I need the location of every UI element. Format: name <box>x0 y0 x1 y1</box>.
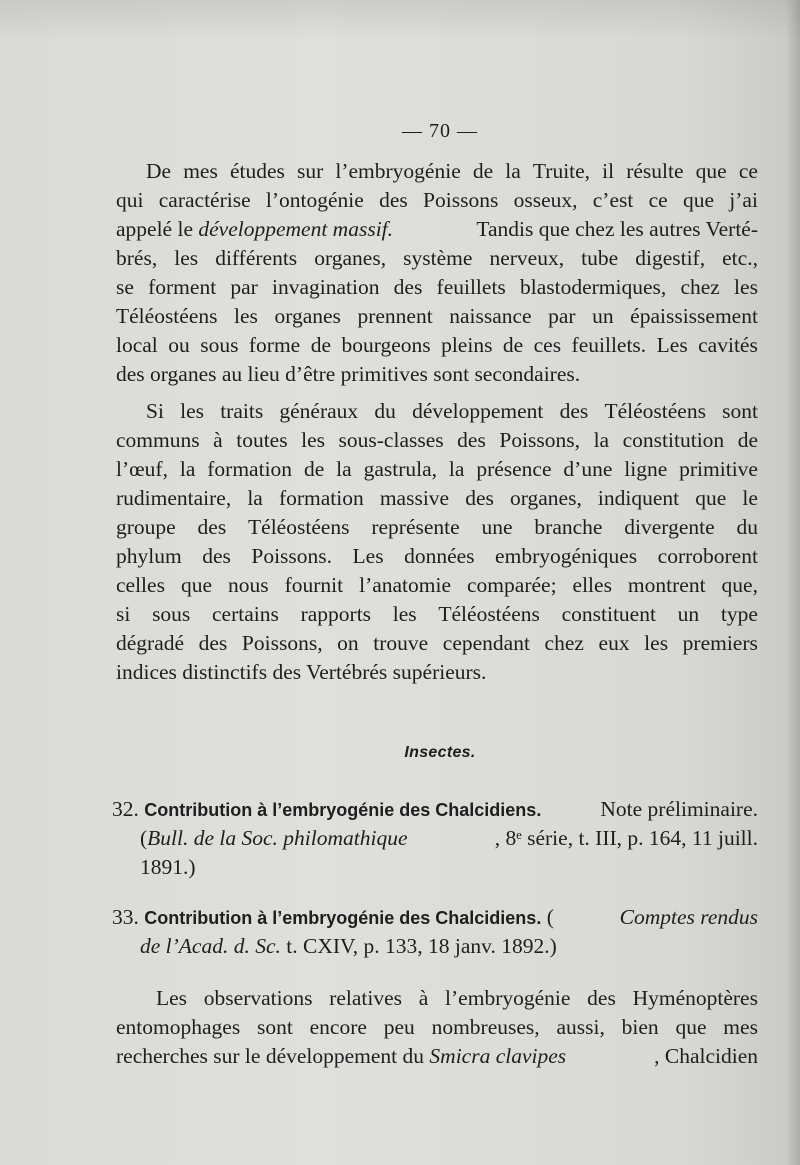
word: de <box>303 457 325 481</box>
word: la <box>505 159 521 183</box>
word: osseux, <box>513 188 578 212</box>
word: des <box>587 986 616 1010</box>
word: Les <box>352 544 384 568</box>
bib-line <box>112 903 758 932</box>
text-line <box>116 984 758 1013</box>
word: ces <box>533 333 562 357</box>
word: etc., <box>722 246 758 270</box>
word: Les <box>156 986 188 1010</box>
bib-number: 32. <box>112 797 139 821</box>
word: Les <box>656 333 688 357</box>
word: on <box>337 631 359 655</box>
word: traits <box>220 399 264 423</box>
word: qui <box>116 188 144 212</box>
word: les <box>392 602 417 626</box>
word: nous <box>227 573 269 597</box>
word: communs <box>116 428 200 452</box>
bib-journal: Bull. de la Soc. philomathique <box>147 826 408 850</box>
word: phylum <box>116 544 182 568</box>
word: Poissons, <box>499 428 581 452</box>
word: le <box>742 486 758 510</box>
paragraph-3 <box>116 984 758 1071</box>
word: Téléostéens <box>604 399 706 423</box>
italic-term: développement massif. <box>198 217 394 241</box>
text-line <box>116 513 758 542</box>
word: branche <box>534 515 603 539</box>
word: les <box>734 275 758 299</box>
word: forment <box>148 275 217 299</box>
word: montrent <box>627 573 706 597</box>
word: corroborent <box>657 544 758 568</box>
bib-line <box>116 932 758 961</box>
word: naissance <box>449 304 532 328</box>
word: pleins <box>441 333 493 357</box>
word: organes, <box>314 246 387 270</box>
word: des <box>198 631 228 655</box>
word: feuillets <box>436 275 506 299</box>
word: invagination <box>272 275 380 299</box>
word: à <box>213 428 223 452</box>
word: elles <box>572 573 612 597</box>
word: épaississement <box>630 304 758 328</box>
word: que <box>675 1015 707 1039</box>
word: que <box>682 188 715 212</box>
bib-line: 1891.) <box>140 855 196 879</box>
word: sous <box>200 333 239 357</box>
word: résulte <box>626 159 684 183</box>
word: la <box>247 486 263 510</box>
word: brés, <box>116 246 158 270</box>
text-line: indices distinctifs des Vertébrés supérieurs. <box>116 660 487 684</box>
word: du <box>374 399 396 423</box>
word: indiquent <box>597 486 680 510</box>
text-line <box>116 1013 758 1042</box>
word: que <box>695 486 727 510</box>
word: trouve <box>373 631 429 655</box>
bib-details: t. CXIV, p. 133, 18 janv. 1892.) <box>280 934 557 958</box>
word: prennent <box>357 304 433 328</box>
word: feuillets. <box>571 333 647 357</box>
word: les <box>234 304 258 328</box>
word: primitive <box>679 457 758 481</box>
paren: ( <box>541 905 554 929</box>
word: développement <box>412 399 544 423</box>
word: j’ai <box>729 188 758 212</box>
text-run: appelé le <box>116 217 199 241</box>
word: embryogéniques <box>495 544 638 568</box>
word: si <box>116 602 131 626</box>
text-line: des organes au lieu d’être primitives sont secondaires. <box>116 362 581 386</box>
word: rapports <box>300 602 372 626</box>
text-run: , Chalcidien <box>654 1044 758 1068</box>
word: mes <box>183 159 218 183</box>
word: blastodermiques, <box>519 275 667 299</box>
word: Si <box>146 399 164 423</box>
word: local <box>116 333 158 357</box>
word: ce <box>738 159 758 183</box>
word: des <box>197 515 227 539</box>
word: relatives <box>329 986 403 1010</box>
word: présence <box>476 457 552 481</box>
word: des <box>465 486 494 510</box>
word: divergente <box>624 515 715 539</box>
word: représente <box>371 515 460 539</box>
word: études <box>229 159 285 183</box>
word: mes <box>723 1015 758 1039</box>
word: toutes <box>236 428 288 452</box>
word: ligne <box>624 457 668 481</box>
word: des <box>457 428 486 452</box>
bib-journal: de l’Acad. d. Sc. <box>140 934 281 958</box>
text-line <box>116 484 758 513</box>
word: aussi, <box>556 1015 605 1039</box>
word: comparée; <box>467 573 557 597</box>
word: sont <box>257 1015 293 1039</box>
word: forme <box>248 333 301 357</box>
word: des <box>393 275 423 299</box>
word: c’est <box>592 188 634 212</box>
word: de <box>310 333 331 357</box>
word: les <box>644 631 669 655</box>
bib-entry-33 <box>112 903 758 961</box>
word: se <box>116 275 134 299</box>
word: organes <box>274 304 341 328</box>
word: par <box>548 304 576 328</box>
word: entomophages <box>116 1015 241 1039</box>
word: une <box>481 515 513 539</box>
text-line <box>116 571 758 600</box>
word: la <box>336 457 352 481</box>
page-top-shadow <box>0 0 800 40</box>
paren: ( <box>140 826 148 850</box>
word: des <box>379 188 408 212</box>
word: sur <box>296 159 324 183</box>
word: les <box>180 399 205 423</box>
bib-line <box>112 795 758 824</box>
word: celles <box>116 573 165 597</box>
bib-line <box>116 824 758 853</box>
word: de <box>502 333 524 357</box>
bib-title: Contribution à l’embryogénie des Chalcidiens. <box>144 908 542 928</box>
word: du <box>736 515 758 539</box>
word: fournit <box>284 573 344 597</box>
word: eux <box>598 631 630 655</box>
word: Hyménoptères <box>632 986 758 1010</box>
word: Poissons <box>423 188 499 212</box>
word: l’embryogénie <box>445 986 571 1010</box>
species-name: Smicra clavipes <box>429 1044 567 1068</box>
word: que, <box>721 573 758 597</box>
text-line <box>116 600 758 629</box>
text-line <box>116 157 758 186</box>
word: la <box>593 428 610 452</box>
word: les <box>174 246 199 270</box>
word: d’une <box>563 457 613 481</box>
word: peu <box>383 1015 415 1039</box>
text-run: Tandis que chez les autres Verté- <box>476 217 758 241</box>
word: premiers <box>682 631 758 655</box>
word: de <box>472 159 494 183</box>
bib-entry-32 <box>112 795 758 882</box>
text-line <box>116 397 758 426</box>
word: formation <box>207 457 293 481</box>
word: l’œuf, <box>116 457 168 481</box>
word: Poissons, <box>241 631 323 655</box>
word: de <box>737 428 758 452</box>
text-run: recherches sur le développement du <box>116 1044 430 1068</box>
text-line <box>116 331 758 360</box>
word: gastrula, <box>363 457 437 481</box>
word: encore <box>309 1015 367 1039</box>
word: organes, <box>509 486 582 510</box>
word: certains <box>212 602 279 626</box>
word: nerveux, <box>489 246 565 270</box>
word: Téléostéens <box>438 602 540 626</box>
bib-journal: Comptes rendus <box>619 905 758 929</box>
word: cavités <box>698 333 758 357</box>
word: à <box>418 986 429 1010</box>
word: digestif, <box>635 246 706 270</box>
word: rudimentaire, <box>116 486 232 510</box>
word: un <box>677 602 700 626</box>
word: massive <box>379 486 450 510</box>
word: Truite, <box>532 159 591 183</box>
bib-details: , 8ᵉ série, t. III, p. 164, 11 juill. <box>494 826 758 850</box>
word: nombreuses, <box>431 1015 540 1039</box>
bib-note: Note préliminaire. <box>600 797 758 821</box>
word: par <box>230 275 258 299</box>
page-right-shadow <box>786 0 800 1165</box>
word: Téléostéens <box>248 515 350 539</box>
bib-title: Contribution à l’embryogénie des Chalcidiens. <box>144 800 542 820</box>
word: il <box>602 159 615 183</box>
word: type <box>720 602 758 626</box>
text-line <box>116 1042 758 1071</box>
word: constituent <box>561 602 656 626</box>
text-line <box>116 215 758 244</box>
word: les <box>301 428 325 452</box>
word: bourgeons <box>341 333 431 357</box>
paragraph-2 <box>116 397 758 687</box>
word: des <box>202 544 231 568</box>
word: observations <box>203 986 313 1010</box>
word: sous-classes <box>338 428 444 452</box>
word: chez <box>544 631 584 655</box>
word: constitution <box>622 428 725 452</box>
word: cependant <box>442 631 530 655</box>
text-line <box>116 302 758 331</box>
text-line <box>116 455 758 484</box>
page-number: — 70 — <box>402 120 478 142</box>
word: la <box>179 457 196 481</box>
word: des <box>559 399 589 423</box>
text-line <box>116 629 758 658</box>
word: la <box>448 457 465 481</box>
word: bien <box>621 1015 659 1039</box>
section-heading: Insectes. <box>404 744 476 761</box>
text-line <box>116 244 758 273</box>
word: un <box>592 304 614 328</box>
word: données <box>404 544 475 568</box>
text-line <box>116 542 758 571</box>
word: De <box>146 159 172 183</box>
word: dégradé <box>116 631 185 655</box>
text-line <box>116 273 758 302</box>
bib-number: 33. <box>112 905 139 929</box>
word: sous <box>152 602 191 626</box>
word: que <box>695 159 727 183</box>
word: tube <box>581 246 619 270</box>
word: l’ontogénie <box>265 188 364 212</box>
word: sont <box>722 399 758 423</box>
word: système <box>403 246 473 270</box>
word: groupe <box>116 515 176 539</box>
word: généraux <box>279 399 359 423</box>
word: Téléostéens <box>116 304 218 328</box>
word: différents <box>215 246 298 270</box>
word: ce <box>648 188 668 212</box>
word: que <box>180 573 212 597</box>
word: l’embryogénie <box>335 159 461 183</box>
word: chez <box>680 275 720 299</box>
word: Poissons. <box>251 544 333 568</box>
word: caractérise <box>158 188 251 212</box>
word: formation <box>278 486 364 510</box>
text-line <box>116 426 758 455</box>
text-line <box>116 186 758 215</box>
word: l’anatomie <box>359 573 452 597</box>
word: ou <box>168 333 190 357</box>
paragraph-1 <box>116 157 758 389</box>
